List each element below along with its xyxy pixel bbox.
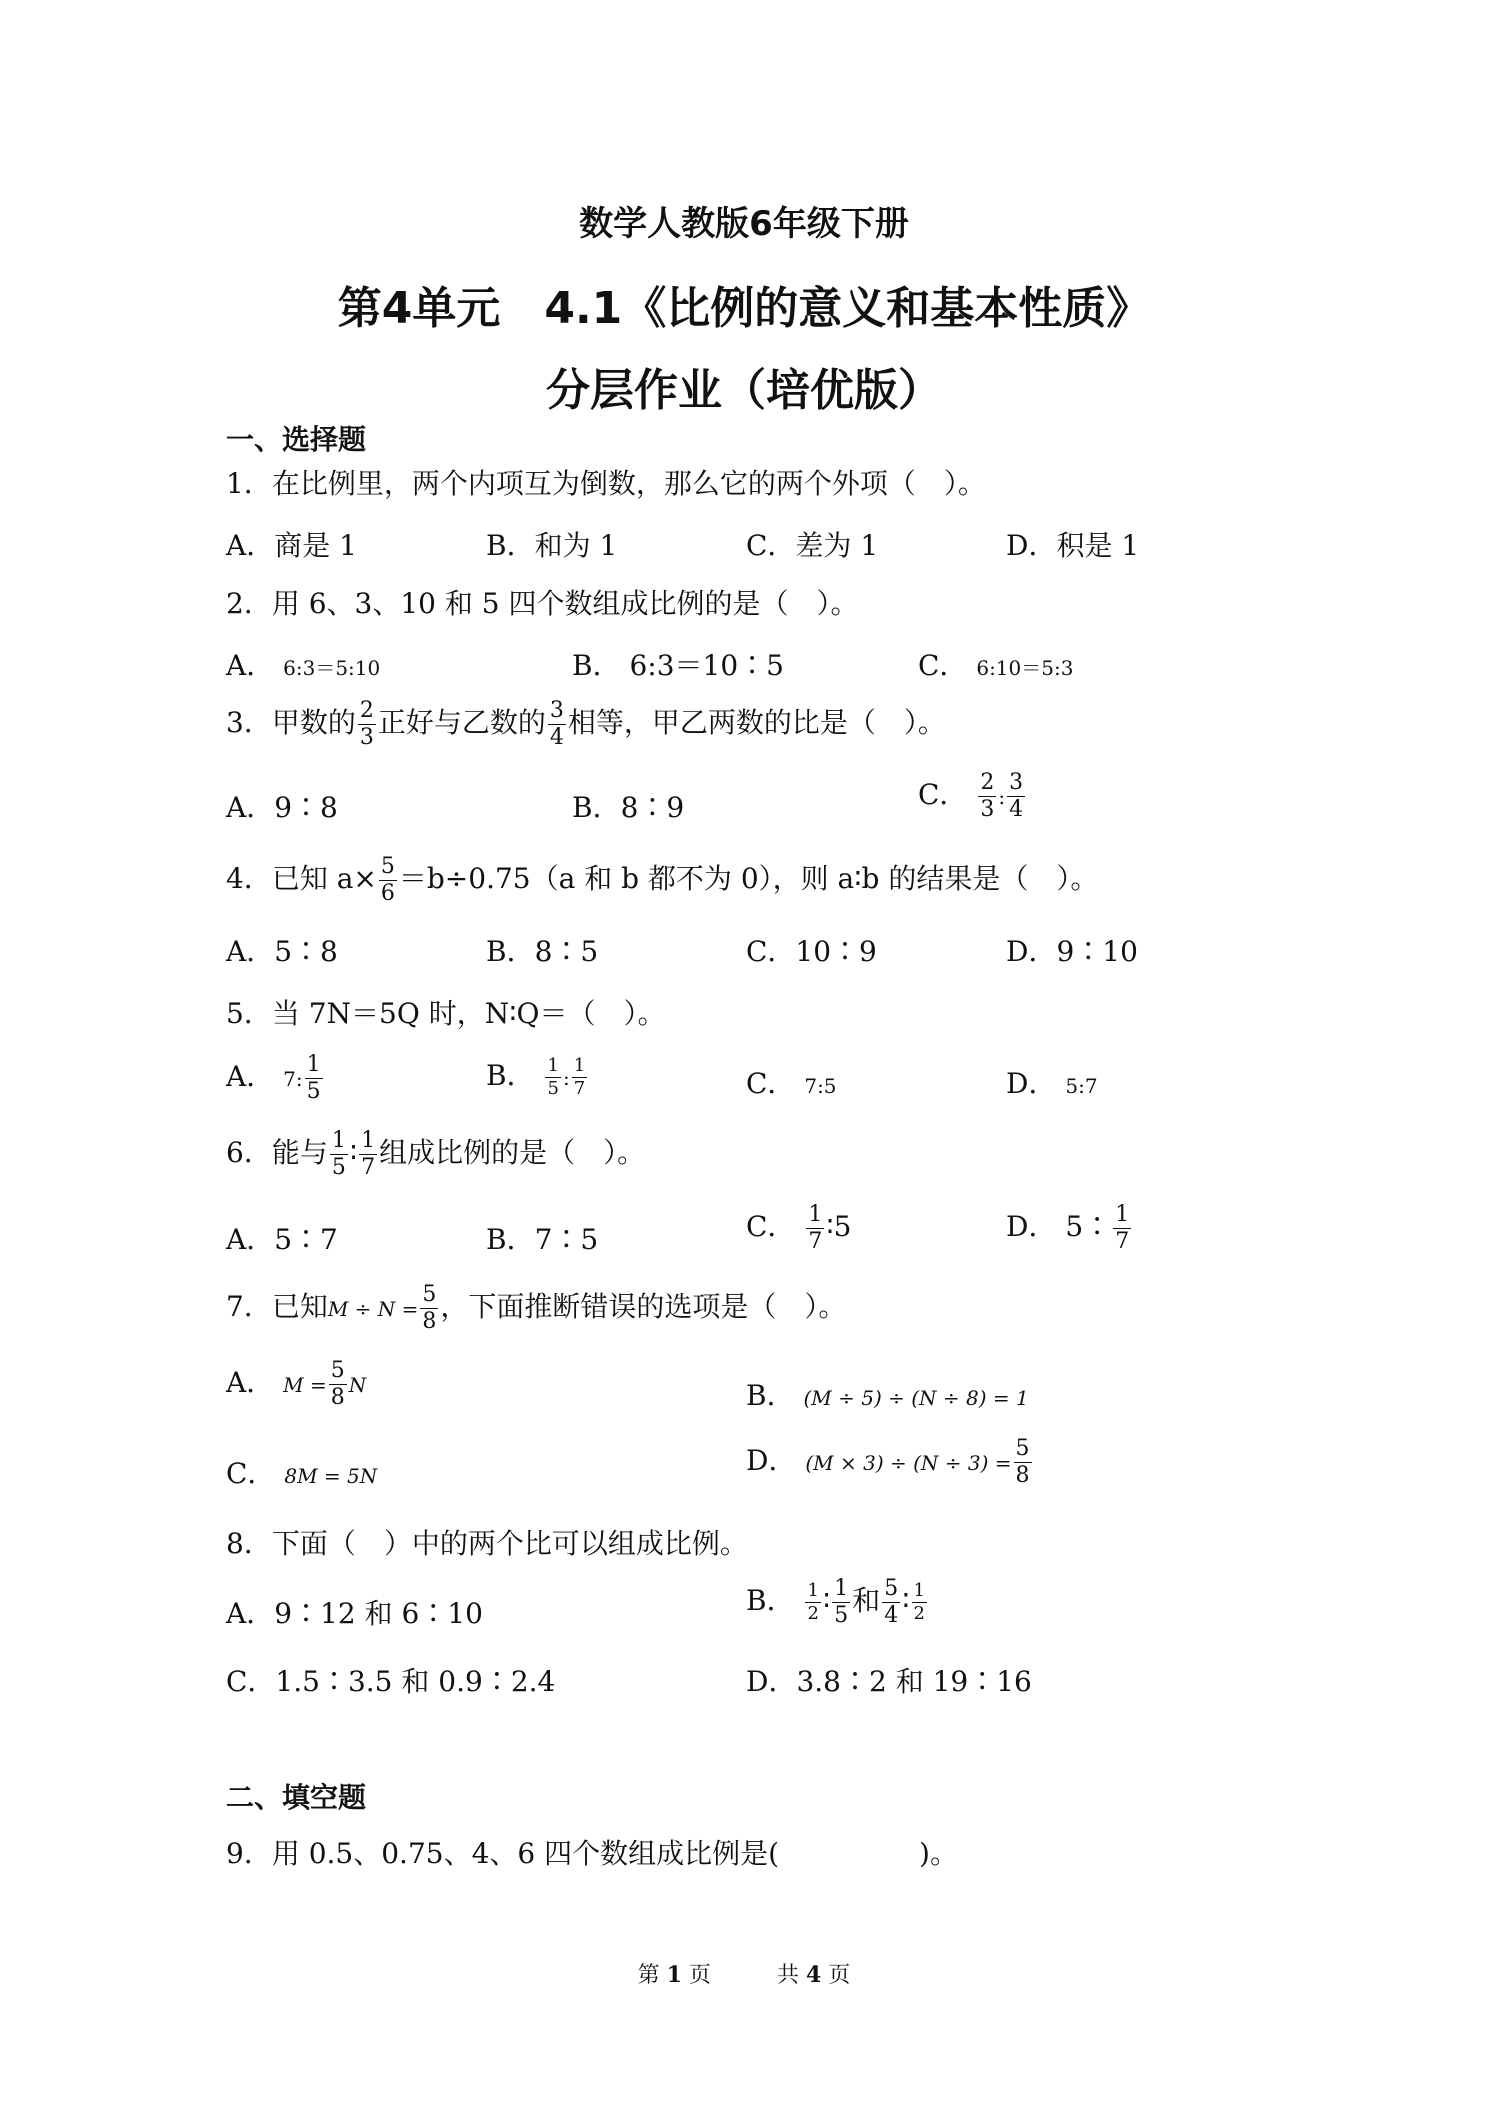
q6-fraction-1: [330, 1130, 348, 1179]
q5-option-b-fraction-2: [572, 1057, 587, 1098]
q1-option-d: D．积是 1: [1006, 529, 1140, 562]
ratio-colon: ∶: [349, 1136, 358, 1169]
fraction-denominator: 7: [573, 1078, 586, 1099]
q8-option-a: A．9∶12 和 6∶10: [226, 1597, 483, 1630]
fraction-denominator: 3: [359, 725, 374, 750]
page-number: 1: [666, 1962, 682, 1988]
q7-option-a-post: N: [348, 1373, 367, 1397]
q2-option-c-expr: 6:10＝5:3: [976, 656, 1074, 680]
q2-option-b: [572, 644, 784, 684]
header-unit: 第4单元 4.1《比例的意义和基本性质》: [337, 283, 1151, 334]
q5-option-c: [746, 1062, 837, 1102]
footer-text: 页 共: [688, 1963, 799, 1988]
q8-option-b-fraction-1: [805, 1582, 820, 1623]
fraction-denominator: 8: [422, 1309, 437, 1334]
fraction-denominator: 8: [1015, 1463, 1030, 1488]
question-9: 9．用 0.5、0.75、4、6 四个数组成比例是( )。: [226, 1837, 958, 1870]
q5-option-c-label: C．: [746, 1067, 796, 1100]
footer-text: 第: [637, 1963, 660, 1988]
q4-stem-part: ＝b÷0.75（a 和 b 都不为 0），则 a∶b 的结果是（ ）。: [398, 862, 1099, 895]
page-total: 4: [806, 1962, 822, 1988]
q6-option-d-fraction: [1113, 1204, 1131, 1253]
fraction-denominator: 5: [547, 1078, 559, 1099]
fraction-numerator: 5: [422, 1282, 437, 1307]
q5-option-a-pre: 7:: [283, 1067, 303, 1091]
q6-option-d-label: D．: [1006, 1210, 1057, 1243]
fraction-numerator: 5: [380, 854, 395, 879]
page-footer: [0, 1958, 1488, 1989]
q5-option-c-expr: 7:5: [804, 1074, 837, 1098]
q7-stem-part: 7．已知: [226, 1290, 328, 1323]
section-fill-in: 二、填空题: [226, 1781, 367, 1814]
q4-option-b: B．8∶5: [486, 935, 599, 968]
q3-option-b: B．8∶9: [572, 791, 685, 824]
fraction-numerator: 1: [361, 1128, 376, 1153]
q2-option-c: [918, 644, 1073, 684]
question-3: [226, 700, 946, 749]
q7-option-a-pre: M =: [283, 1373, 327, 1397]
fraction-numerator: 1: [834, 1576, 849, 1601]
q1-option-c: C．差为 1: [746, 529, 879, 562]
q1-option-b: B．和为 1: [486, 529, 618, 562]
q7-option-b-label: B．: [746, 1379, 795, 1412]
q7-option-d-pre: (M × 3) ÷ (N ÷ 3) =: [805, 1451, 1012, 1475]
q7-option-a-label: A．: [226, 1366, 275, 1399]
fraction-denominator: 4: [549, 725, 564, 750]
q5-option-b: [486, 1054, 589, 1098]
q8-option-b: [746, 1578, 929, 1627]
fraction-denominator: 3: [980, 797, 995, 822]
q3-fraction-1: [358, 700, 376, 749]
fraction-denominator: 7: [361, 1155, 376, 1180]
q4-stem-part: 4．已知 a×: [226, 862, 377, 895]
fraction-denominator: 5: [331, 1155, 346, 1180]
q3-option-c-label: C．: [918, 778, 968, 811]
q8-option-b-fraction-2: [832, 1578, 850, 1627]
q7-option-b: [746, 1374, 1029, 1414]
q5-option-a-fraction: [305, 1054, 323, 1103]
fraction-numerator: 2: [980, 770, 995, 795]
question-2: 2．用 6、3、10 和 5 四个数组成比例的是（ ）。: [226, 587, 859, 620]
q2-option-b-expr: 6:3＝10∶5: [629, 649, 784, 682]
q5-option-a-label: A．: [226, 1060, 275, 1093]
ratio-colon: ∶: [902, 1584, 910, 1617]
question-7: [226, 1284, 846, 1333]
q7-option-a: [226, 1360, 366, 1409]
q8-option-c: C．1.5∶3.5 和 0.9∶2.4: [226, 1665, 556, 1698]
q6-option-a: A．5∶7: [226, 1223, 338, 1256]
question-6: [226, 1130, 645, 1179]
fraction-denominator: 7: [808, 1229, 823, 1254]
question-8: 8．下面（ ）中的两个比可以组成比例。: [226, 1527, 748, 1560]
fraction-numerator: 5: [1015, 1436, 1030, 1461]
q7-option-c: [226, 1452, 377, 1492]
fraction-denominator: 2: [807, 1603, 819, 1624]
fraction-numerator: 1: [1115, 1202, 1130, 1227]
q4-fraction: [379, 856, 397, 905]
fraction-numerator: 1: [306, 1052, 321, 1077]
fraction-numerator: 1: [807, 1580, 819, 1601]
q7-option-c-label: C．: [226, 1457, 276, 1490]
q4-option-c: C．10∶9: [746, 935, 877, 968]
fraction-numerator: 1: [573, 1055, 586, 1076]
q6-fraction-2: [359, 1130, 377, 1179]
q6-stem-part: 组成比例的是（ ）。: [379, 1136, 646, 1169]
q6-option-c: [746, 1204, 851, 1253]
q3-stem-part: 3．甲数的: [226, 706, 356, 739]
fraction-numerator: 5: [330, 1358, 345, 1383]
q8-option-b-fraction-4: [912, 1582, 927, 1623]
fraction-numerator: 1: [547, 1055, 559, 1076]
fraction-denominator: 6: [380, 881, 395, 906]
q3-option-c: [918, 772, 1027, 821]
section-choice: 一、选择题: [226, 423, 367, 456]
fraction-numerator: 1: [913, 1580, 925, 1601]
fraction-numerator: 1: [808, 1202, 823, 1227]
q6-stem-part: 6．能与: [226, 1136, 328, 1169]
q7-option-d: [746, 1438, 1034, 1487]
q7-option-a-fraction: [329, 1360, 347, 1409]
q2-option-a-expr: 6:3＝5:10: [283, 656, 381, 680]
q6-option-c-fraction: [806, 1204, 824, 1253]
fraction-numerator: 3: [1009, 770, 1024, 795]
q8-option-b-label: B．: [746, 1584, 795, 1617]
q3-fraction-2: [548, 700, 566, 749]
fraction-numerator: 3: [549, 698, 564, 723]
q2-option-b-label: B．: [572, 649, 621, 682]
q3-stem-part: 正好与乙数的: [377, 706, 546, 739]
q7-option-c-expr: 8M = 5N: [284, 1464, 378, 1488]
fraction-denominator: 5: [834, 1603, 849, 1628]
header-grade: 数学人教版6年级下册: [579, 204, 909, 244]
q8-option-d: D．3.8∶2 和 19∶16: [746, 1665, 1032, 1698]
q2-option-a: [226, 644, 380, 684]
fraction-denominator: 8: [330, 1385, 345, 1410]
q4-option-a: A．5∶8: [226, 935, 338, 968]
fraction-denominator: 2: [913, 1603, 925, 1624]
fraction-denominator: 7: [1115, 1229, 1130, 1254]
q7-option-d-fraction: [1014, 1438, 1032, 1487]
fraction-denominator: 4: [884, 1603, 899, 1628]
q8-option-b-and: 和: [852, 1584, 881, 1617]
question-1: 1．在比例里，两个内项互为倒数，那么它的两个外项（ ）。: [226, 467, 986, 500]
q3-option-c-fraction-2: [1007, 772, 1025, 821]
fraction-numerator: 2: [359, 698, 374, 723]
q5-option-b-label: B．: [486, 1059, 535, 1092]
q5-option-d-expr: 5:7: [1065, 1074, 1098, 1098]
q5-option-d-label: D．: [1006, 1067, 1057, 1100]
q6-option-b: B．7∶5: [486, 1223, 599, 1256]
q7-option-b-expr: (M ÷ 5) ÷ (N ÷ 8) = 1: [803, 1386, 1029, 1410]
footer-text: 页: [828, 1963, 851, 1988]
q3-stem-part: 相等，甲乙两数的比是（ ）。: [567, 706, 946, 739]
q6-option-d-pre: 5∶: [1065, 1210, 1112, 1243]
q7-fraction: [420, 1284, 438, 1333]
q1-option-a: A．商是 1: [226, 529, 357, 562]
fraction-denominator: 4: [1009, 797, 1024, 822]
q7-stem-part: ，下面推断错误的选项是（ ）。: [440, 1290, 847, 1323]
q3-option-c-fraction-1: [978, 772, 996, 821]
question-5: 5．当 7N＝5Q 时，N∶Q＝（ ）。: [226, 997, 666, 1030]
q6-option-c-post: ∶5: [826, 1210, 852, 1243]
q8-option-b-fraction-3: [882, 1578, 900, 1627]
q6-option-c-label: C．: [746, 1210, 796, 1243]
ratio-colon: :: [998, 785, 1006, 809]
fraction-denominator: 5: [306, 1079, 321, 1104]
q7-option-d-label: D．: [746, 1444, 797, 1477]
fraction-numerator: 1: [331, 1128, 346, 1153]
q6-option-d: [1006, 1204, 1133, 1253]
q2-option-c-label: C．: [918, 649, 968, 682]
q3-option-a: A．9∶8: [226, 791, 338, 824]
q7-expression: M ÷ N =: [327, 1297, 419, 1321]
q5-option-a: [226, 1054, 325, 1103]
ratio-colon: ∶: [822, 1584, 831, 1617]
q5-option-b-fraction-1: [545, 1057, 560, 1098]
q2-option-a-label: A．: [226, 649, 275, 682]
ratio-colon: :: [562, 1066, 570, 1090]
question-4: [226, 856, 1098, 905]
header-homework-type: 分层作业（培优版）: [546, 365, 942, 416]
q4-option-d: D．9∶10: [1006, 935, 1138, 968]
q5-option-d: [1006, 1062, 1098, 1102]
fraction-numerator: 5: [884, 1576, 899, 1601]
